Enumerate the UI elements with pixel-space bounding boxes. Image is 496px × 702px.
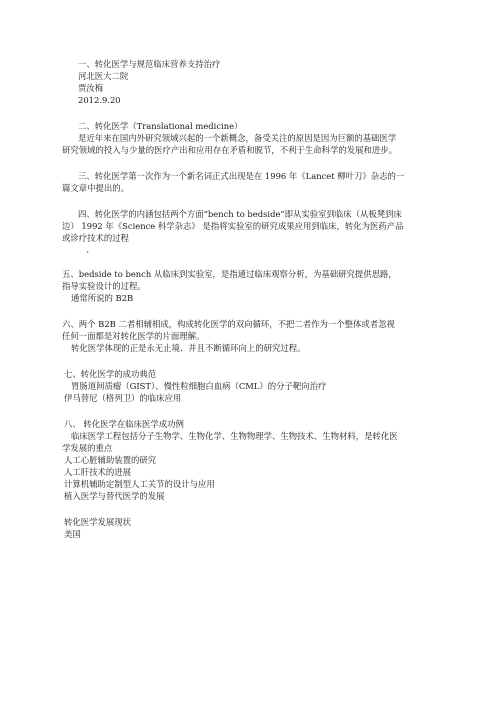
section-2-line-1: 是近年来在国内外研究领域兴起的一个新概念，备受关注的原因是因为巨额的基础医学	[78, 133, 397, 143]
section-8-item-4: 植入医学与替代医学的发展	[64, 491, 165, 501]
section-6-line-2: 任何一面都是对转化医学的片面理解。	[62, 331, 205, 341]
section-6-line-1: 六、两个 B2B 二者相辅相成，构成转化医学的双向循环，不把二者作为一个整体或者忽视	[62, 319, 395, 329]
section-1-author: 贾汝梅	[78, 83, 104, 93]
section-7-line-2: 伊马替尼（格列卫）的临床应用	[64, 393, 182, 403]
section-2-line-2: 研究领域的投入与少量的医疗产出和应用存在矛盾和脱节，不利于生命科学的发展和进步。	[62, 145, 397, 155]
section-4-line-3: 或诊疗技术的过程	[62, 233, 129, 243]
section-1-title: 一、转化医学与规范临床营养支持治疗	[78, 59, 221, 69]
section-6-line-3: 转化医学体现的正是永无止境、并且不断循环向上的研究过程。	[71, 343, 306, 353]
section-2-title: 二、转化医学（Translational medicine）	[78, 121, 243, 131]
section-1-date: 2012.9.20	[78, 95, 121, 105]
section-7-line-1: 胃肠道间质瘤（GIST）、慢性粒细胞白血病（CML）的分子靶向治疗	[71, 381, 327, 391]
section-4-line-2: 边） 1992 年《Science 科学杂志》 是指将实验室的研究成果应用到临床，转化为医药产品	[62, 221, 404, 231]
document-page	[62, 58, 436, 540]
section-5-line-1: 五、bedside to bench 从临床到实验室，是指通过临床观察分析，为基础研究提供思路，	[62, 269, 397, 279]
section-9-title: 转化医学发展现状	[64, 517, 131, 527]
section-4-line-1: 四、转化医学的内涵包括两个方面“bench to bedside”即从实验室到临床（从板凳到床	[78, 209, 402, 219]
section-8-line-1: 临床医学工程包括分子生物学、生物化学、生物物理学、生物技术、生物材料，是转化医	[71, 431, 398, 441]
section-5-line-2: 指导实验设计的过程。	[62, 281, 146, 291]
section-8-item-3: 计算机辅助定制型人工关节的设计与应用	[64, 479, 215, 489]
section-7-title: 七、转化医学的成功典范	[64, 369, 157, 379]
section-3-line-1: 三、转化医学第一次作为一个新名词正式出现是在 1996 年《Lancet 柳叶刀》杂志的一	[78, 171, 405, 181]
section-8-item-2: 人工肝技术的进展	[64, 467, 131, 477]
section-3-line-2: 篇文章中提出的。	[62, 183, 129, 193]
section-1-org: 河北医大二院	[78, 71, 129, 81]
section-8-title: 八、 转化医学在临床医学成功例	[64, 419, 184, 429]
section-9-line-1: 美国	[64, 529, 81, 539]
section-5-line-3: 通常所说的 B2B	[71, 293, 134, 303]
section-8-line-2: 学发展的重点	[62, 443, 113, 453]
section-4-mark: 、	[86, 245, 94, 254]
section-8-item-1: 人工心脏辅助装置的研究	[64, 455, 157, 465]
